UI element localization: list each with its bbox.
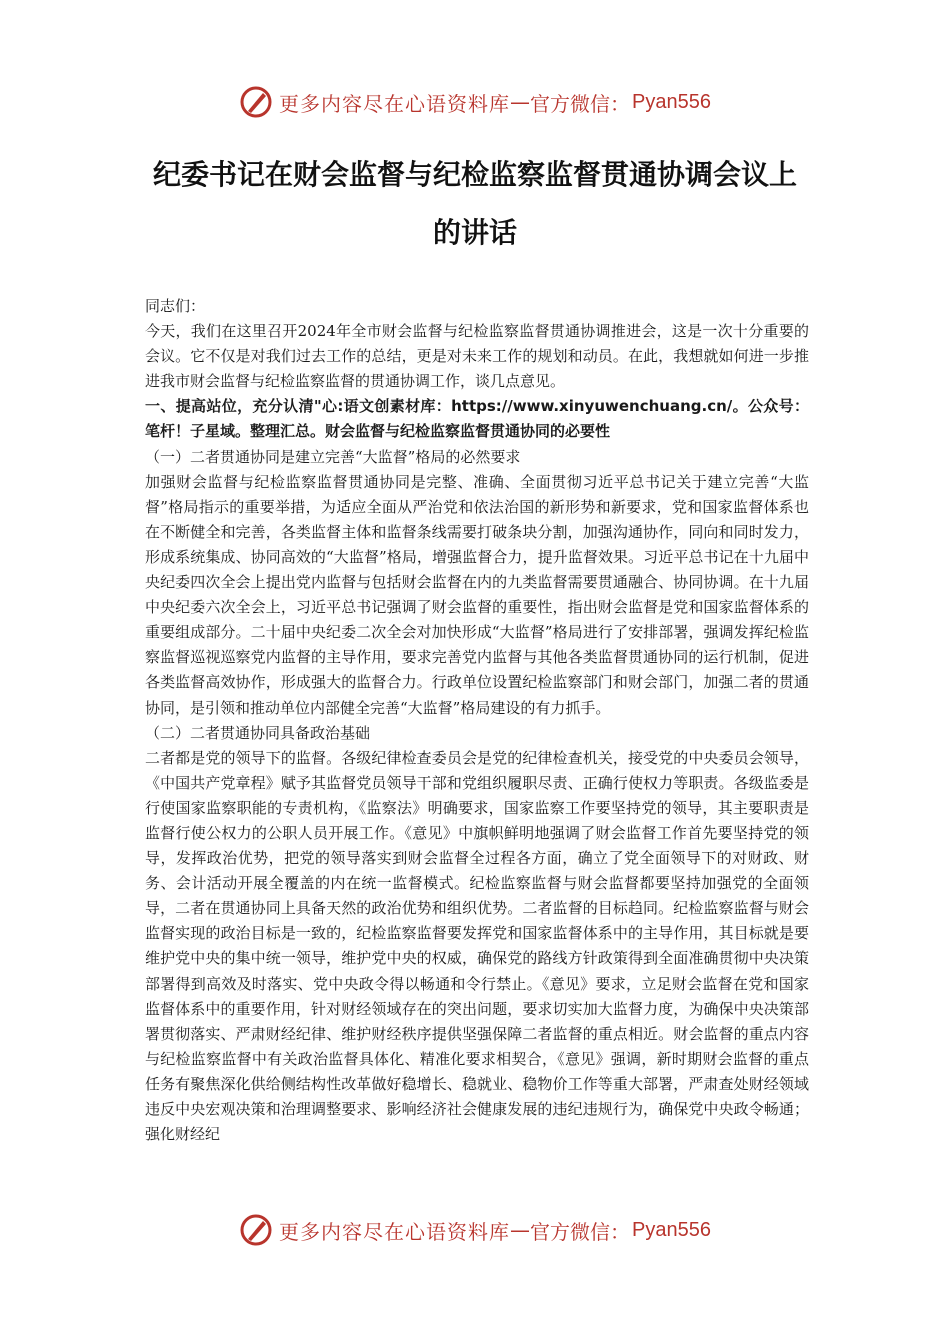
banner-label: 官方微信： <box>530 91 631 116</box>
section-heading: 一、提高站位，充分认清"心:语文创素材库：https://www.xinyuwenchuang.cn/。公众号：笔杆！子星域。整理汇总。财会监督与纪检监察监督贯通协同的必要性 <box>145 397 809 441</box>
paragraph: 加强财会监督与纪检监察监督贯通协同是完整、准确、全面贯彻习近平总书记关于建立完善“大监督”格局指示的重要举措，为适应全面从严治党和依法治国的新形势和新要求，党和国家监督体系也在不断健全和完善，各类监督主体和监督条线需要打破条块分割，加强沟通协作，同向和同时发力，形成系统集成、协同高效的“大监督”格局，增强监督合力，提升监督效果。习近平总书记在十九届中央纪委四次全会上提出党内监督与包括财会监督在内的九类监督需要贯通融合、协同协调。在十九届中央纪委六次全会上，习近平总书记强调了财会监督的重要性，指出财会监督是党和国家监督体系的重要组成部分。二十届中央纪委二次全会对加快形成“大监督”格局进行了安排部署，强调发挥纪检监察监督巡视巡察党内监督的主导作用，要求完善党内监督与其他各类监督贯通协同的运行机制，促进各类监督高效协作，形成强大的监督合力。行政单位设置纪检监察部门和财会部门，加强二者的贯通协同，是引领和推动单位内部健全完善“大监督”格局建设的有力抓手。 <box>145 472 809 717</box>
pen-logo-icon <box>239 85 273 119</box>
paragraph: 二者都是党的领导下的监督。各级纪律检查委员会是党的纪律检查机关，接受党的中央委员会领导，《中国共产党章程》赋予其监督党员领导干部和党组织履职尽责、正确行使权力等职责。各级监委是行使国家监察职能的专责机构，《监察法》明确要求，国家监察工作要坚持党的领导，其主要职责是监督行使公权力的公职人员开展工作。《意见》中旗帜鲜明地强调了财会监督工作首先要坚持党的领导，发挥政治优势，把党的领导落实到财会监督全过程各方面，确立了党全面领导下的对财政、财务、会计活动开展全覆盖的内在统一监督模式。纪检监察监督与财会监督都要坚持加强党的全面领导，二者在贯通协同上具备天然的政治优势和组织优势。二者监督的目标趋同。纪检监察监督与财会监督实现的政治目标是一致的，纪检监察监督要发挥党和国家监督体系中的主导作用，其目标就是要维护党中央的集中统一领导，维护党中央的权威，确保党的路线方针政策得到全面准确贯彻中央决策部署得到高效及时落实、党中央政令得以畅通和令行禁止。《意见》要求，立足财会监督在党和国家监督体系中的重要作用，针对财经领域存在的突出问题，要求切实加大监督力度，为确保中央决策部署贯彻落实、严肃财经纪律、维护财经秩序提供坚强保障二者监督的重点相近。财会监督的重点内容与纪检监察监督中有关政治监督具体化、精准化要求相契合，《意见》强调，新时期财会监督的重点任务有聚焦深化供给侧结构性改革做好稳增长、稳就业、稳物价工作等重大部署，严肃查处财经领域违反中央宏观决策和治理调整要求、影响经济社会健康发展的违纪违规行为，确保党中央政令畅通；强化财经纪 <box>145 748 809 1144</box>
document-body <box>145 294 809 1147</box>
paragraph: 同志们： <box>145 297 206 315</box>
watermark-banner-top <box>0 82 950 122</box>
watermark-banner-bottom <box>0 1210 950 1250</box>
banner-dash: — <box>510 1218 531 1242</box>
banner-handle: Pyan556 <box>632 1218 711 1241</box>
page-title: 纪委书记在财会监督与纪检监察监督贯通协调会议上的讲话 <box>152 158 797 249</box>
banner-text: 更多内容尽在心语资料库 <box>279 1219 511 1244</box>
paragraph: 今天，我们在这里召开2024年全市财会监督与纪检监察监督贯通协调推进会，这是一次十分重要的会议。它不仅是对我们过去工作的总结，更是对未来工作的规划和动员。在此，我想就如何进一步推进我市财会监督与纪检监察监督的贯通协调工作，谈几点意见。 <box>145 322 809 391</box>
paragraph: （二）二者贯通协同具备政治基础 <box>145 723 371 742</box>
banner-text: 更多内容尽在心语资料库 <box>279 91 511 116</box>
pen-logo-icon <box>239 1213 273 1247</box>
paragraph: （一）二者贯通协同是建立完善“大监督”格局的必然要求 <box>145 447 521 466</box>
banner-dash: — <box>510 90 531 114</box>
banner-label: 官方微信： <box>530 1219 631 1244</box>
banner-handle: Pyan556 <box>632 90 711 113</box>
